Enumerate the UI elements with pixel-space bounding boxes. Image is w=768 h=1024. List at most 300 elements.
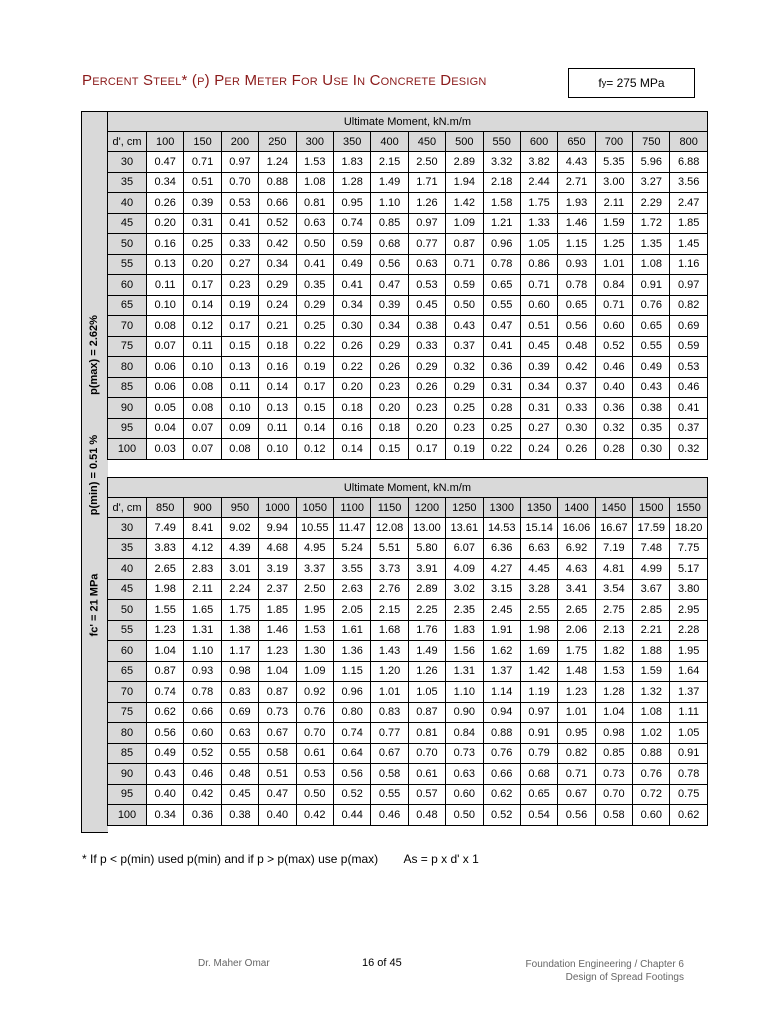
table-cell: 0.49 (633, 357, 670, 378)
table-cell: 0.47 (147, 152, 184, 173)
table-cell: 0.16 (333, 418, 370, 439)
table-cell: 1.72 (633, 213, 670, 234)
table-cell: 0.49 (333, 254, 370, 275)
table-cell: 0.23 (371, 377, 408, 398)
table-cell: 6.36 (483, 538, 520, 559)
table-cell: 1.37 (670, 682, 707, 703)
table-cell: 0.22 (296, 336, 333, 357)
table-cell: 0.17 (296, 377, 333, 398)
table-cell: 0.58 (371, 764, 408, 785)
table-cell: 1.75 (558, 641, 595, 662)
table-cell: 0.50 (296, 784, 333, 805)
column-header: 250 (259, 132, 296, 152)
column-header: 300 (296, 132, 333, 152)
table-cell: 0.27 (520, 418, 557, 439)
table-cell: 1.75 (520, 193, 557, 214)
table-cell: 0.44 (333, 805, 370, 826)
table-cell: 1.10 (371, 193, 408, 214)
footer-page-number: 16 of 45 (362, 957, 402, 969)
table-cell: 0.63 (221, 723, 258, 744)
column-header: 650 (558, 132, 595, 152)
table-cell: 0.97 (408, 213, 445, 234)
table-cell: 0.17 (408, 439, 445, 460)
table-cell: 4.27 (483, 559, 520, 580)
table-cell: 2.50 (408, 152, 445, 173)
table-cell: 0.03 (147, 439, 184, 460)
table-row (108, 620, 708, 641)
table-cell: 0.70 (595, 784, 632, 805)
table-cell: 1.76 (408, 620, 445, 641)
table-cell: 0.47 (483, 316, 520, 337)
table-cell: 1.91 (483, 620, 520, 641)
footnote-text: * If p < p(min) used p(min) and if p > p(max) use p(max) (82, 852, 379, 866)
row-label-header: d', cm (108, 132, 147, 152)
table-cell: 0.55 (221, 743, 258, 764)
table-cell: 0.19 (221, 295, 258, 316)
table-cell: 0.07 (147, 336, 184, 357)
table-cell: 0.15 (221, 336, 258, 357)
table-cell: 1.56 (446, 641, 483, 662)
table-cell: 2.65 (558, 600, 595, 621)
table-cell: 0.52 (184, 743, 221, 764)
table-cell: 0.66 (184, 702, 221, 723)
column-header: 1400 (558, 498, 595, 518)
table-cell: 0.50 (446, 805, 483, 826)
table-cell: 6.63 (520, 538, 557, 559)
table-cell: 2.50 (296, 579, 333, 600)
table-cell: 0.70 (296, 723, 333, 744)
table-cell: 0.11 (221, 377, 258, 398)
table-cell: 0.11 (147, 275, 184, 296)
row-depth: 80 (108, 723, 147, 744)
table-cell: 0.26 (558, 439, 595, 460)
table-cell: 0.14 (259, 377, 296, 398)
page-title: Percent Steel* (p) Per Meter For Use In Concrete Design (82, 72, 487, 89)
table-cell: 0.61 (296, 743, 333, 764)
table-cell: 3.19 (259, 559, 296, 580)
table-cell: 0.13 (221, 357, 258, 378)
table-cell: 3.82 (520, 152, 557, 173)
table-cell: 0.42 (259, 234, 296, 255)
table-cell: 0.64 (333, 743, 370, 764)
table-cell: 0.47 (371, 275, 408, 296)
table-cell: 0.56 (371, 254, 408, 275)
table-row (108, 254, 708, 275)
table-cell: 0.92 (296, 682, 333, 703)
table-cell: 1.35 (633, 234, 670, 255)
column-header: 1150 (371, 498, 408, 518)
table-cell: 0.31 (520, 398, 557, 419)
table-cell: 7.19 (595, 538, 632, 559)
table-cell: 3.02 (446, 579, 483, 600)
table-cell: 0.62 (670, 805, 707, 826)
table-cell: 0.34 (520, 377, 557, 398)
table-cell: 2.11 (184, 579, 221, 600)
table-cell: 0.96 (333, 682, 370, 703)
table-cell: 0.17 (184, 275, 221, 296)
table-cell: 2.05 (333, 600, 370, 621)
table-cell: 0.12 (184, 316, 221, 337)
column-header: 750 (633, 132, 670, 152)
table-row (108, 682, 708, 703)
steel-table-2 (107, 477, 708, 826)
table-cell: 0.25 (296, 316, 333, 337)
table-cell: 4.95 (296, 538, 333, 559)
row-depth: 30 (108, 518, 147, 539)
row-depth: 35 (108, 538, 147, 559)
table-cell: 0.74 (333, 723, 370, 744)
table-cell: 0.74 (333, 213, 370, 234)
table-cell: 1.10 (446, 682, 483, 703)
table-cell: 0.35 (296, 275, 333, 296)
table-cell: 0.91 (670, 743, 707, 764)
table-cell: 0.98 (595, 723, 632, 744)
table-cell: 1.65 (184, 600, 221, 621)
table-cell: 4.45 (520, 559, 557, 580)
table-row (108, 295, 708, 316)
table-cell: 13.61 (446, 518, 483, 539)
table-cell: 1.01 (595, 254, 632, 275)
table-row (108, 377, 708, 398)
table-cell: 0.73 (595, 764, 632, 785)
steel-table-1 (107, 111, 708, 460)
table-cell: 0.60 (520, 295, 557, 316)
table-cell: 3.41 (558, 579, 595, 600)
table-cell: 0.77 (408, 234, 445, 255)
table-cell: 0.87 (408, 702, 445, 723)
table-cell: 0.62 (147, 702, 184, 723)
table-cell: 0.48 (558, 336, 595, 357)
table-cell: 0.42 (296, 805, 333, 826)
table-cell: 0.59 (446, 275, 483, 296)
row-depth: 45 (108, 213, 147, 234)
table-cell: 0.40 (147, 784, 184, 805)
row-depth: 65 (108, 661, 147, 682)
table-cell: 1.55 (147, 600, 184, 621)
table-cell: 0.67 (259, 723, 296, 744)
table-cell: 0.12 (296, 439, 333, 460)
footnote (82, 852, 479, 866)
table-cell: 0.73 (446, 743, 483, 764)
table-cell: 0.23 (408, 398, 445, 419)
table-cell: 1.04 (259, 661, 296, 682)
table-cell: 9.02 (221, 518, 258, 539)
table-cell: 0.76 (296, 702, 333, 723)
table-cell: 0.34 (147, 172, 184, 193)
table-cell: 1.05 (408, 682, 445, 703)
table-cell: 0.07 (184, 439, 221, 460)
table-row (108, 805, 708, 826)
row-depth: 100 (108, 805, 147, 826)
table-cell: 0.86 (520, 254, 557, 275)
table-cell: 1.42 (520, 661, 557, 682)
table-cell: 1.94 (446, 172, 483, 193)
table-cell: 1.88 (633, 641, 670, 662)
table-cell: 2.63 (333, 579, 370, 600)
table-cell: 0.26 (371, 357, 408, 378)
pmin-label: p(min) = 0.51 % (88, 434, 101, 516)
table-cell: 0.34 (333, 295, 370, 316)
table-cell: 3.80 (670, 579, 707, 600)
table-cell: 1.36 (333, 641, 370, 662)
table-cell: 2.15 (371, 600, 408, 621)
row-depth: 30 (108, 152, 147, 173)
table-cell: 0.11 (184, 336, 221, 357)
table-cell: 1.98 (520, 620, 557, 641)
table-cell: 0.71 (595, 295, 632, 316)
table-cell: 0.87 (259, 682, 296, 703)
table-row (108, 336, 708, 357)
table-cell: 5.17 (670, 559, 707, 580)
table-cell: 0.52 (333, 784, 370, 805)
table-cell: 1.43 (371, 641, 408, 662)
table-cell: 1.75 (221, 600, 258, 621)
table-row (108, 357, 708, 378)
row-depth: 60 (108, 275, 147, 296)
table-cell: 0.26 (147, 193, 184, 214)
table-cell: 1.64 (670, 661, 707, 682)
table-row (108, 518, 708, 539)
table-cell: 0.39 (371, 295, 408, 316)
table-cell: 7.48 (633, 538, 670, 559)
footer-course (526, 958, 684, 984)
footer-author: Dr. Maher Omar (198, 958, 270, 969)
column-header: 1050 (296, 498, 333, 518)
table-cell: 2.06 (558, 620, 595, 641)
table-cell: 1.04 (595, 702, 632, 723)
table-cell: 1.05 (520, 234, 557, 255)
table-cell: 4.43 (558, 152, 595, 173)
table-header: Ultimate Moment, kN.m/m (108, 112, 708, 132)
table-cell: 12.08 (371, 518, 408, 539)
table-cell: 0.08 (184, 398, 221, 419)
table-cell: 0.51 (520, 316, 557, 337)
table-cell: 5.96 (633, 152, 670, 173)
table-cell: 0.60 (184, 723, 221, 744)
table-cell: 0.25 (446, 398, 483, 419)
column-header: 150 (184, 132, 221, 152)
table-cell: 0.41 (296, 254, 333, 275)
column-header: 1200 (408, 498, 445, 518)
table-cell: 8.41 (184, 518, 221, 539)
table-cell: 0.46 (184, 764, 221, 785)
table-cell: 0.63 (446, 764, 483, 785)
table-cell: 0.32 (446, 357, 483, 378)
table-cell: 2.45 (483, 600, 520, 621)
table-cell: 0.20 (371, 398, 408, 419)
table-cell: 0.20 (333, 377, 370, 398)
table-cell: 0.70 (221, 172, 258, 193)
table-cell: 1.69 (520, 641, 557, 662)
table-cell: 0.43 (633, 377, 670, 398)
table-cell: 2.71 (558, 172, 595, 193)
fc-label: fc' = 21 MPa (88, 573, 100, 637)
table-cell: 0.84 (446, 723, 483, 744)
table-cell: 0.69 (221, 702, 258, 723)
table-cell: 0.70 (408, 743, 445, 764)
column-header: 1450 (595, 498, 632, 518)
table-cell: 1.53 (296, 152, 333, 173)
table-cell: 1.21 (483, 213, 520, 234)
as-formula: As = p x d' x 1 (403, 852, 479, 866)
table-cell: 0.47 (259, 784, 296, 805)
row-depth: 95 (108, 418, 147, 439)
row-depth: 50 (108, 600, 147, 621)
table-cell: 0.34 (259, 254, 296, 275)
table-cell: 0.81 (408, 723, 445, 744)
table-cell: 0.78 (483, 254, 520, 275)
table-cell: 13.00 (408, 518, 445, 539)
table-cell: 0.41 (483, 336, 520, 357)
table-cell: 2.37 (259, 579, 296, 600)
row-depth: 70 (108, 316, 147, 337)
table-cell: 1.83 (333, 152, 370, 173)
table-cell: 0.55 (483, 295, 520, 316)
table-cell: 0.98 (221, 661, 258, 682)
table-cell: 5.35 (595, 152, 632, 173)
table-cell: 0.65 (558, 295, 595, 316)
table-cell: 0.87 (147, 661, 184, 682)
table-cell: 1.08 (633, 702, 670, 723)
table-cell: 2.85 (633, 600, 670, 621)
table-cell: 9.94 (259, 518, 296, 539)
table-cell: 18.20 (670, 518, 707, 539)
table-cell: 0.41 (221, 213, 258, 234)
table-cell: 0.65 (633, 316, 670, 337)
table-cell: 0.85 (595, 743, 632, 764)
table-cell: 1.25 (595, 234, 632, 255)
table-cell: 1.15 (558, 234, 595, 255)
table-cell: 5.80 (408, 538, 445, 559)
table-cell: 0.38 (633, 398, 670, 419)
table-cell: 0.30 (333, 316, 370, 337)
table-cell: 0.53 (670, 357, 707, 378)
row-depth: 50 (108, 234, 147, 255)
column-header: 1250 (446, 498, 483, 518)
table-cell: 0.48 (408, 805, 445, 826)
fy-box (568, 68, 695, 98)
footer-course-line1: Foundation Engineering / Chapter 6 (525, 959, 684, 970)
table-cell: 0.20 (147, 213, 184, 234)
table-cell: 0.21 (259, 316, 296, 337)
row-depth: 40 (108, 559, 147, 580)
table-cell: 1.16 (670, 254, 707, 275)
table-cell: 4.99 (633, 559, 670, 580)
column-header: 600 (520, 132, 557, 152)
table-cell: 0.71 (520, 275, 557, 296)
table-cell: 0.82 (670, 295, 707, 316)
table-cell: 0.23 (221, 275, 258, 296)
table-cell: 1.23 (147, 620, 184, 641)
table-cell: 0.97 (520, 702, 557, 723)
table-cell: 0.94 (483, 702, 520, 723)
table-cell: 0.36 (184, 805, 221, 826)
table-row (108, 702, 708, 723)
table-row (108, 579, 708, 600)
table-cell: 0.43 (147, 764, 184, 785)
table-cell: 0.41 (333, 275, 370, 296)
table-cell: 3.83 (147, 538, 184, 559)
table-cell: 0.62 (483, 784, 520, 805)
table-cell: 0.91 (633, 275, 670, 296)
table-cell: 0.28 (595, 439, 632, 460)
table-row (108, 559, 708, 580)
table-row (108, 764, 708, 785)
table-row (108, 641, 708, 662)
table-cell: 0.10 (184, 357, 221, 378)
table-cell: 0.88 (633, 743, 670, 764)
table-cell: 0.88 (259, 172, 296, 193)
table-cell: 0.63 (408, 254, 445, 275)
table-cell: 0.52 (483, 805, 520, 826)
fy-value: = 275 MPa (606, 76, 665, 90)
table-row (108, 743, 708, 764)
table-cell: 0.55 (633, 336, 670, 357)
table-cell: 0.59 (670, 336, 707, 357)
column-header: 1350 (520, 498, 557, 518)
pmin-label-wrap (81, 420, 107, 530)
table-row (108, 600, 708, 621)
table-cell: 0.76 (483, 743, 520, 764)
table-cell: 0.24 (259, 295, 296, 316)
table-cell: 1.93 (558, 193, 595, 214)
table-cell: 0.83 (371, 702, 408, 723)
row-depth: 75 (108, 336, 147, 357)
table-cell: 1.28 (595, 682, 632, 703)
column-header: 1300 (483, 498, 520, 518)
table-cell: 0.29 (259, 275, 296, 296)
table-cell: 1.08 (296, 172, 333, 193)
table-cell: 1.49 (371, 172, 408, 193)
table-cell: 1.85 (670, 213, 707, 234)
table-cell: 0.48 (221, 764, 258, 785)
table-cell: 3.27 (633, 172, 670, 193)
table-cell: 0.39 (184, 193, 221, 214)
table-cell: 0.08 (221, 439, 258, 460)
table-cell: 1.95 (296, 600, 333, 621)
table-cell: 2.75 (595, 600, 632, 621)
table-row (108, 661, 708, 682)
table-cell: 3.73 (371, 559, 408, 580)
table-cell: 4.09 (446, 559, 483, 580)
table-cell: 4.12 (184, 538, 221, 559)
table-cell: 14.53 (483, 518, 520, 539)
table-cell: 0.71 (446, 254, 483, 275)
table-cell: 0.66 (259, 193, 296, 214)
table-cell: 1.42 (446, 193, 483, 214)
table-cell: 0.32 (595, 418, 632, 439)
table-row (108, 152, 708, 173)
table-cell: 1.08 (633, 254, 670, 275)
table-cell: 0.18 (259, 336, 296, 357)
column-header: 1500 (633, 498, 670, 518)
row-depth: 95 (108, 784, 147, 805)
table-cell: 0.23 (446, 418, 483, 439)
row-depth: 65 (108, 295, 147, 316)
table-cell: 0.37 (558, 377, 595, 398)
table-cell: 0.93 (558, 254, 595, 275)
column-header: 800 (670, 132, 707, 152)
table-cell: 1.04 (147, 641, 184, 662)
table-cell: 0.38 (221, 805, 258, 826)
table-cell: 1.26 (408, 661, 445, 682)
table-cell: 2.89 (446, 152, 483, 173)
table-cell: 0.66 (483, 764, 520, 785)
table-cell: 0.90 (446, 702, 483, 723)
table-cell: 0.26 (333, 336, 370, 357)
table-cell: 0.76 (633, 764, 670, 785)
table-cell: 0.55 (371, 784, 408, 805)
